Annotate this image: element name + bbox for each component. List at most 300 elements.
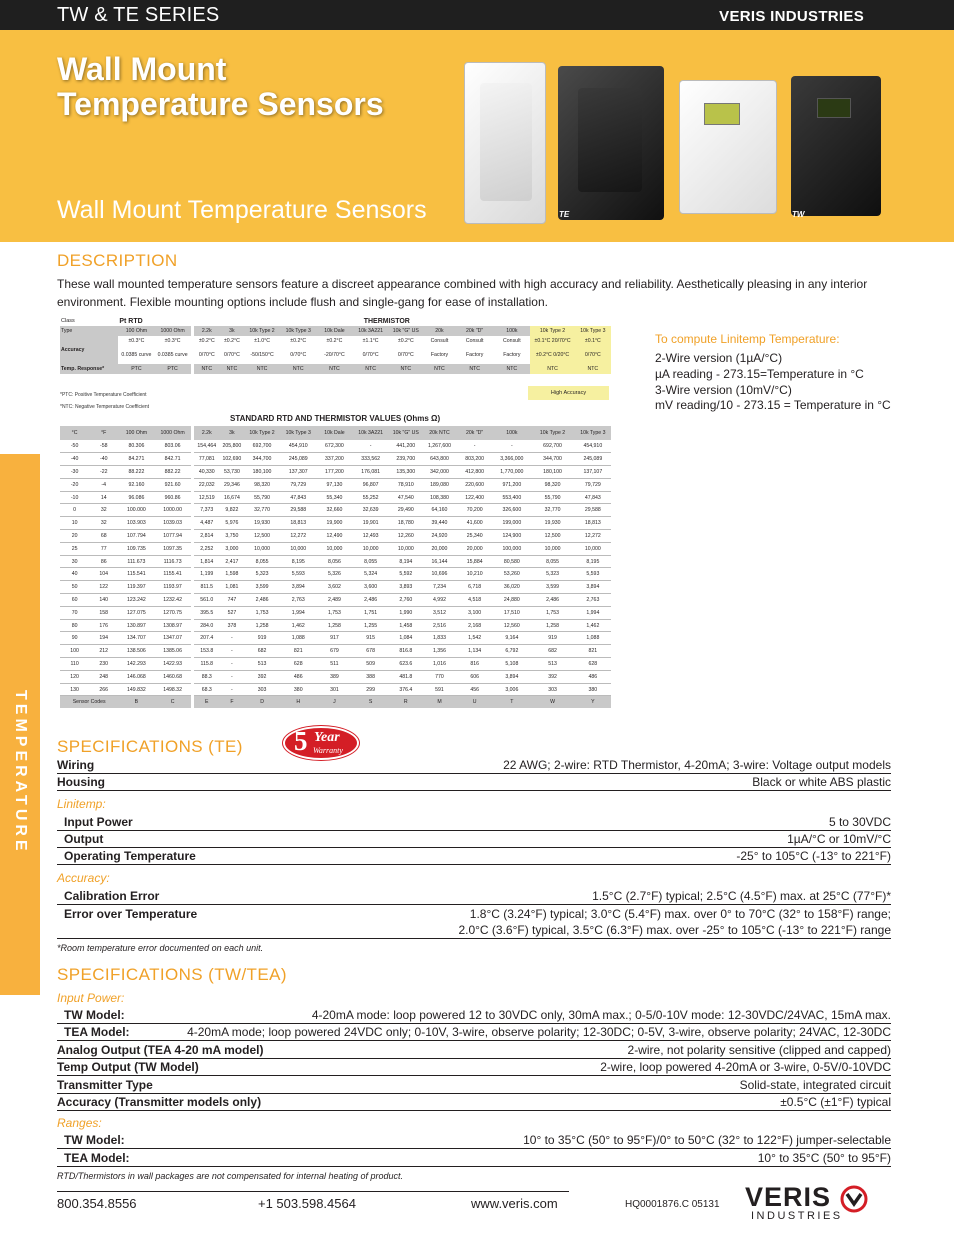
values-cell: 107.794 [118,530,154,543]
spec-transmitter-value: Solid-state, integrated circuit [739,1078,891,1092]
values-cell: 10 [60,517,89,530]
spec-housing-value: Black or white ABS plastic [752,775,891,789]
values-cell: 32 [89,517,118,530]
sensor-code-cell: R [389,696,423,708]
values-cell: - [220,645,244,658]
values-cell: 2,486 [244,594,280,607]
values-cell: 16,144 [423,555,456,568]
values-cell: 1,088 [575,632,611,645]
values-cell: 100,000 [493,542,530,555]
class-table-cell: 10k "G" US [389,326,423,336]
values-cell: 456 [456,683,493,696]
values-cell: 24,880 [493,594,530,607]
values-cell: 692,700 [244,440,280,453]
values-cell: 412,800 [456,466,493,479]
values-cell: 40 [60,568,89,581]
values-cell: 770 [423,670,456,683]
class-table-cell: Consult [465,338,484,344]
compute-line3: 3-Wire version (10mV/°C) [655,382,792,397]
class-table-cell: 0/70°C [223,352,240,358]
values-cell: 189,080 [423,478,456,491]
values-cell: 135,300 [389,466,423,479]
values-cell: 32,660 [316,504,352,517]
values-cell: 14 [89,491,118,504]
values-cell: 1155.41 [155,568,191,581]
values-cell: 6,792 [493,645,530,658]
class-table-cell: 0.0385 curve [157,352,188,358]
spec-output-label: Output [64,832,104,846]
values-cell: -40 [60,453,89,466]
class-table-cell: ±0.1°C [575,336,611,346]
values-cell: 1498.32 [155,683,191,696]
values-cell: 1,753 [316,606,352,619]
sensor-code-cell: U [456,696,493,708]
compute-body [655,351,915,414]
class-table-cell: 100k [493,326,530,336]
values-cell: 816.8 [389,645,423,658]
tw-input-power-label: Input Power: [57,991,125,1005]
values-cell: 803,200 [456,453,493,466]
values-cell: 29,588 [280,504,316,517]
logo-chevron-icon [839,1184,869,1214]
spec-tw-model-label: TW Model: [64,1008,125,1022]
values-cell: - [220,683,244,696]
class-table-cell: 20k "D" [456,326,493,336]
spec-op-temp-value: -25° to 105°C (-13° to 221°F) [736,849,891,863]
values-cell: 1,258 [316,619,352,632]
values-cell: 389 [316,670,352,683]
group-thermistor: THERMISTOR [363,317,410,325]
values-cell: 2,489 [316,594,352,607]
values-cell: 32,639 [353,504,389,517]
values-cell: 180,100 [244,466,280,479]
table-row [60,581,611,594]
values-cell: 10,000 [316,542,352,555]
class-table-cell: 1000 Ohm [155,326,191,336]
table-row [60,542,611,555]
values-cell: 606 [456,670,493,683]
values-cell: 1097.35 [155,542,191,555]
table-row [60,555,611,568]
class-table-cell: -50/150°C [250,352,274,358]
values-cell: 5,593 [280,568,316,581]
class-table-cell: Consult [430,338,449,344]
values-cell: 344,700 [530,453,574,466]
class-table-cell: NTC [493,364,530,374]
class-table-cell: NTC [423,364,456,374]
values-cell: 511 [316,658,352,671]
warranty-year: Year [314,730,340,745]
values-cell: 2,417 [220,555,244,568]
values-cell: 803.06 [155,440,191,453]
tw-black-display-sensor-image [791,76,881,216]
values-cell: 481.8 [389,670,423,683]
spec-analog-value: 2-wire, not polarity sensitive (clipped and capped) [627,1043,891,1057]
values-cell: 513 [244,658,280,671]
values-cell: 1,542 [456,632,493,645]
values-cell: 5,324 [353,568,389,581]
class-table-cell: NTC [353,364,389,374]
values-cell: 4,487 [194,517,220,530]
values-cell: 10,000 [244,542,280,555]
values-cell: 12,260 [389,530,423,543]
values-cell: 679 [316,645,352,658]
accuracy-row1 [60,336,611,346]
spec-cal-error-row [57,888,891,905]
values-cell: 392 [244,670,280,683]
class-table-cell: ±1.0°C [254,338,270,344]
values-cell: 8,195 [280,555,316,568]
table-row [60,683,611,696]
values-header-cell: 10k Type 2 [244,426,280,440]
spec-tw-accuracy-row [57,1094,891,1111]
values-cell: 137,307 [280,466,316,479]
values-header-cell: 10k Type 3 [280,426,316,440]
logo-sub: INDUSTRIES [751,1210,843,1222]
values-cell: 1,833 [423,632,456,645]
values-cell: 158 [89,606,118,619]
description-text: These wall mounted temperature sensors feature a discreet appearance combined with high accuracy and reliability. Aesthetically pleasing in any interior environment. Flexible mounting options include flush and single-gang for ease of installation. [57,277,868,309]
type-row [60,326,611,336]
values-cell: 108,380 [423,491,456,504]
spec-tw-model-value: 4-20mA mode: loop powered 12 to 30VDC only, 30mA max.; 0-5/0-10V mode: 12-30VDC/24VAC, 15mA max. [311,1008,891,1022]
spec-input-power-value: 5 to 30VDC [828,815,891,829]
spec-range-tw-label: TW Model: [64,1133,125,1147]
class-table-cell: NTC [244,364,280,374]
spec-err-temp-value2: 2.0°C (3.6°F) typical, 3.5°C (6.3°F) max. over -25° to 105°C (-13° to 221°F) range [458,923,891,937]
values-cell: 643,800 [423,453,456,466]
values-cell: 97,130 [316,478,352,491]
values-cell: 284.0 [194,619,220,632]
spec-tea-model-row [57,1024,891,1041]
values-cell: 342,000 [423,466,456,479]
footer-website[interactable]: www.veris.com [471,1196,558,1211]
class-table-cell: NTC [194,364,220,374]
values-cell: 10,696 [423,568,456,581]
values-cell: 50 [60,581,89,594]
values-cell: 19,900 [316,517,352,530]
values-cell: 3,512 [423,606,456,619]
values-cell: 1039.03 [155,517,191,530]
values-cell: 1,016 [423,658,456,671]
accuracy-sub-label: Accuracy: [57,871,110,885]
values-cell: 1,462 [575,619,611,632]
values-cell: 441,200 [389,440,423,453]
spec-range-tea-label: TEA Model: [64,1151,130,1165]
values-cell: 7,373 [194,504,220,517]
values-cell: 124,900 [493,530,530,543]
class-table-cell: 20k [423,326,456,336]
values-cell: -40 [89,453,118,466]
values-cell: 3,894 [280,581,316,594]
values-cell: 98,320 [244,478,280,491]
values-cell: 18,813 [575,517,611,530]
values-cell: 380 [280,683,316,696]
values-cell: 12,490 [316,530,352,543]
values-cell: 692,700 [530,440,574,453]
values-cell: 122 [89,581,118,594]
values-cell: 111.673 [118,555,154,568]
table-row [60,594,611,607]
values-cell: 176,081 [353,466,389,479]
values-cell: 513 [530,658,574,671]
values-cell: 6,718 [456,581,493,594]
values-cell: 53,260 [493,568,530,581]
values-cell: 301 [316,683,352,696]
values-cell: 527 [220,606,244,619]
class-table-cell: NTC [456,364,493,374]
values-cell: 388 [353,670,389,683]
spec-housing-row [57,774,891,791]
values-cell: 8,056 [316,555,352,568]
sensor-code-cell: Y [575,696,611,708]
values-header-cell: 10k Dale [316,426,352,440]
values-cell: 80.306 [118,440,154,453]
class-table-cell: 100 Ohm [118,326,154,336]
values-cell: 3,006 [493,683,530,696]
spec-range-tw-row [57,1132,891,1149]
class-table-cell: 10k Type 3 [575,326,611,336]
spec-err-temp-row [57,905,891,922]
values-cell: 628 [280,658,316,671]
values-cell: 919 [244,632,280,645]
spec-transmitter-row [57,1077,891,1094]
values-cell: 70 [60,606,89,619]
values-cell: 1,258 [530,619,574,632]
values-cell: 816 [456,658,493,671]
values-header-cell: 3k [220,426,244,440]
values-cell: 454,910 [280,440,316,453]
class-table-cell: NTC [530,364,574,374]
table-row [60,491,611,504]
values-header-cell: 10k "G" US [389,426,423,440]
spec-err-temp-value1: 1.8°C (3.24°F) typical; 3.0°C (5.4°F) max. over 0° to 70°C (32° to 158°F) range; [469,907,891,921]
values-cell: 88.222 [118,466,154,479]
sensor-code-cell: H [280,696,316,708]
values-cell: 1,753 [244,606,280,619]
class-table-cell: NTC [316,364,352,374]
values-cell: 123.242 [118,594,154,607]
values-cell: 176 [89,619,118,632]
compute-line4: mV reading/10 - 273.15 = Temperature in °C [655,398,891,413]
footer-phone2: +1 503.598.4564 [258,1196,356,1211]
spec-range-tea-value: 10° to 35°C (50° to 95°F) [757,1151,891,1165]
spec-te-heading: SPECIFICATIONS (TE) [57,737,243,756]
values-cell: -58 [89,440,118,453]
values-cell: 12,272 [575,530,611,543]
values-cell: 25 [60,542,89,555]
values-cell: 3,599 [530,581,574,594]
spec-tea-model-value: 4-20mA mode; loop powered 24VDC only; 0-10V, 3-wire, observe polarity; 12-30DC; 0-5V, 3-wire, observe polarity; 24VAC, 12-30DC [187,1025,891,1039]
values-cell: 88.3 [194,670,220,683]
values-cell: 917 [316,632,352,645]
values-cell: 32 [89,504,118,517]
values-cell: 1,356 [423,645,456,658]
spec-wiring-row [57,757,891,774]
values-cell: 55,252 [353,491,389,504]
values-cell: 326,600 [493,504,530,517]
values-cell: 18,813 [280,517,316,530]
class-table-cell: ±0.2°C [290,338,307,344]
values-cell: 199,000 [493,517,530,530]
values-cell: 1422.93 [155,658,191,671]
values-header-cell: 100k [493,426,530,440]
values-cell: 380 [575,683,611,696]
hero-title-line2: Temperature Sensors [57,86,384,122]
values-header-row [60,426,611,440]
values-cell: -30 [60,466,89,479]
values-cell: 2,760 [389,594,423,607]
values-cell: 1,462 [280,619,316,632]
values-cell: 47,843 [280,491,316,504]
class-table-cell: Factory [503,352,521,358]
spec-tw-accuracy-value: ±0.5°C (±1°F) typical [780,1095,891,1109]
values-cell: 102,690 [220,453,244,466]
values-cell: 2,486 [353,594,389,607]
table-row [60,606,611,619]
class-table-cell: 10k Type 3 [280,326,316,336]
spec-temp-out-value: 2-wire, loop powered 4-20mA or 3-wire, 0-5V/0-10VDC [600,1060,891,1074]
sensor-code-cell: T [493,696,530,708]
values-cell: 3,893 [389,581,423,594]
sensor-code-cell: M [423,696,456,708]
values-header-cell: 2.2k [194,426,220,440]
values-cell: 19,930 [530,517,574,530]
values-cell: 971,200 [493,478,530,491]
values-cell: 77,081 [194,453,220,466]
values-header-cell: °F [89,426,118,440]
spec-range-tw-value: 10° to 35°C (50° to 95°F)/0° to 50°C (32° to 122°F) jumper-selectable [523,1133,891,1147]
values-cell: 29,490 [389,504,423,517]
values-cell: 3,100 [456,606,493,619]
table-row [60,530,611,543]
class-table-cell: 0.0385 curve [121,352,152,358]
spec-housing-label: Housing [57,775,105,789]
values-cell: 561.0 [194,594,220,607]
warranty-badge [283,726,359,760]
values-cell: 3,366,000 [493,453,530,466]
values-cell: 12,493 [353,530,389,543]
series-title: TW & TE SERIES [57,4,220,26]
values-cell: 207.4 [194,632,220,645]
compute-line2: µA reading - 273.15=Temperature in °C [655,366,864,381]
values-cell: 4,518 [456,594,493,607]
values-cell: 10,000 [530,542,574,555]
class-table-cell: NTC [220,364,244,374]
values-cell: 55,790 [530,491,574,504]
values-cell: 1385.06 [155,645,191,658]
footer-phone1: 800.354.8556 [57,1196,137,1211]
values-cell: 230 [89,658,118,671]
values-cell: 623.6 [389,658,423,671]
values-cell: 245,089 [575,453,611,466]
values-cell: 100 [60,645,89,658]
values-cell: 55,340 [316,491,352,504]
class-table-cell: 0/70°C [575,346,611,364]
response-row [60,364,611,374]
values-cell: 239,700 [389,453,423,466]
values-cell: 1270.75 [155,606,191,619]
spec-output-value: 1µA/°C or 10mV/°C [787,832,891,846]
spec-input-power-label: Input Power [64,815,133,829]
values-cell: 303 [530,683,574,696]
values-cell: 591 [423,683,456,696]
linitemp-label: Linitemp: [57,797,106,811]
values-cell: 127.075 [118,606,154,619]
spec-op-temp-row [57,848,891,865]
class-table-cell: 10k Dale [316,326,352,336]
values-cell: 4,992 [423,594,456,607]
spec-analog-row [57,1042,891,1059]
values-cell: 2,168 [456,619,493,632]
hero-title-line1: Wall Mount [57,51,227,87]
spec-temp-out-row [57,1059,891,1076]
sensor-code-cell: B [118,696,154,708]
values-cell: - [456,440,493,453]
values-cell: 98,320 [530,478,574,491]
values-cell: 3,602 [316,581,352,594]
values-cell: -50 [60,440,89,453]
values-header-cell: 10k Type 2 [530,426,574,440]
class-table-cell: ±1.1°C [362,338,379,344]
ranges-label: Ranges: [57,1116,102,1130]
values-cell: 821 [280,645,316,658]
values-cell: 509 [353,658,389,671]
spec-tea-model-label: TEA Model: [64,1025,130,1039]
class-table-cell: ±0.3°C [164,338,181,344]
spec-wiring-label: Wiring [57,758,95,772]
values-cell: 70,200 [456,504,493,517]
values-cell: 86 [89,555,118,568]
hero-title [57,52,457,122]
class-table-cell: PTC [155,364,191,374]
values-cell: 3,000 [220,542,244,555]
values-cell: 138.506 [118,645,154,658]
values-header-cell: 10k 3A221 [353,426,389,440]
values-cell: 5,976 [220,517,244,530]
values-cell: 1,134 [456,645,493,658]
spec-err-temp-row2 [57,922,891,939]
values-cell: 2,252 [194,542,220,555]
table-row [60,645,611,658]
values-cell: 1,770,000 [493,466,530,479]
sensor-code-cell: S [353,696,389,708]
values-cell: 1,084 [389,632,423,645]
values-cell: 84.271 [118,453,154,466]
values-cell: 96,807 [353,478,389,491]
values-cell: 149.832 [118,683,154,696]
values-cell: 90 [60,632,89,645]
values-cell: 40,330 [194,466,220,479]
spec-err-temp-label: Error over Temperature [64,907,198,921]
values-cell: 142.293 [118,658,154,671]
values-cell: 8,055 [244,555,280,568]
values-cell: 122,400 [456,491,493,504]
values-cell: 10,000 [353,542,389,555]
table-row [60,453,611,466]
values-cell: 1347.07 [155,632,191,645]
compute-title: To compute Linitemp Temperature: [655,332,840,346]
values-cell: 7,234 [423,581,456,594]
spec-tw-accuracy-label: Accuracy (Transmitter models only) [57,1095,262,1109]
values-table-title: STANDARD RTD AND THERMISTOR VALUES (Ohms Ω) [230,414,441,423]
values-cell: 29,588 [575,504,611,517]
values-cell: 2,814 [194,530,220,543]
class-table-cell: 0/70°C [397,352,414,358]
values-cell: - [220,632,244,645]
spec-input-power-row [57,814,891,831]
high-accuracy-label: High Accuracy [528,386,609,400]
